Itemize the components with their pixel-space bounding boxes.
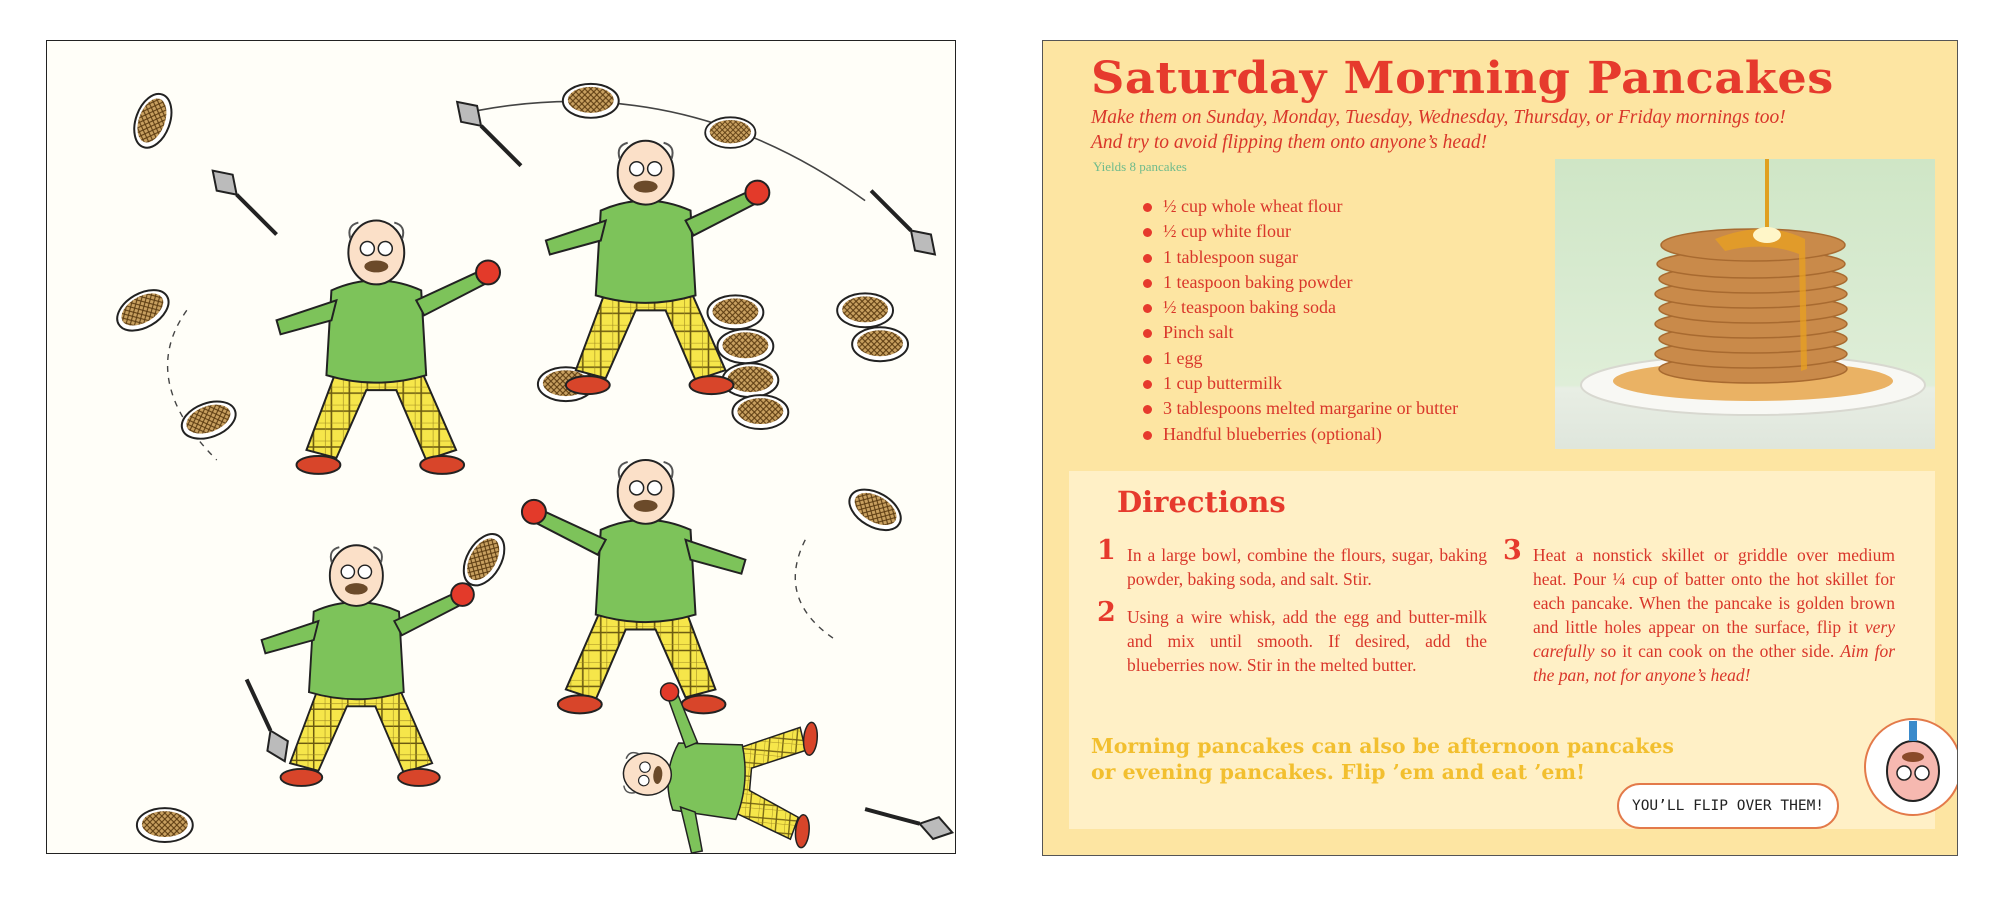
footer-line-2: or evening pancakes. Flip ’em and eat ’em! xyxy=(1091,760,1586,784)
step-text-main: Heat a nonstick skillet or griddle over medium heat. Pour ¼ cup of batter onto the hot skillet for each pancake. When the pancake is golden brown and little holes appear on the surface, flip it xyxy=(1533,545,1895,637)
ingredient-item: 1 teaspoon baking powder xyxy=(1143,272,1458,297)
direction-step-3 xyxy=(1503,535,1896,687)
step-text-final: Aim for the pan, not for anyone’s head! xyxy=(1533,641,1896,685)
yield-label: Yields 8 pancakes xyxy=(1093,159,1187,174)
ingredient-item: 3 tablespoons melted margarine or butter xyxy=(1143,398,1458,423)
recipe-card xyxy=(1042,40,1958,856)
footer-note xyxy=(1091,733,1674,785)
recipe-title: Saturday Morning Pancakes xyxy=(1091,53,1834,104)
ingredient-item: Handful blueberries (optional) xyxy=(1143,424,1458,449)
step-number: 3 xyxy=(1503,535,1522,566)
ingredient-item: ½ cup whole wheat flour xyxy=(1143,196,1458,221)
directions-title: Directions xyxy=(1117,485,1286,519)
step-number: 2 xyxy=(1097,597,1116,628)
step-text xyxy=(1533,543,1895,687)
recipe-subtitle xyxy=(1091,105,1911,155)
direction-step-1 xyxy=(1097,535,1487,591)
subtitle-line-1: Make them on Sunday, Monday, Tuesday, Wednesday, Thursday, or Friday mornings too! xyxy=(1091,107,1786,128)
ingredient-item: ½ cup white flour xyxy=(1143,221,1458,246)
step-text: Using a wire whisk, add the egg and butter-milk and mix until smooth. If desired, add the blueberries now. Stir in the melted butter. xyxy=(1127,607,1487,675)
direction-step-2 xyxy=(1097,597,1487,677)
speech-bubble: YOU’LL FLIP OVER THEM! xyxy=(1617,783,1839,829)
pancake-flipping-illustration xyxy=(46,40,956,854)
ingredient-item: ½ teaspoon baking soda xyxy=(1143,297,1458,322)
ingredient-list xyxy=(1143,196,1458,449)
ingredient-item: 1 tablespoon sugar xyxy=(1143,247,1458,272)
subtitle-line-2: And try to avoid flipping them onto anyone’s head! xyxy=(1091,132,1488,153)
step-text: In a large bowl, combine the flours, sugar, baking powder, baking soda, and salt. Stir. xyxy=(1127,545,1487,589)
pancake-stack-photo xyxy=(1555,159,1935,449)
step-text-after: so it can cook on the other side. xyxy=(1600,641,1835,661)
step-text-emphasis: very carefully xyxy=(1533,617,1896,661)
step-number: 1 xyxy=(1097,535,1116,566)
ingredient-item: 1 cup buttermilk xyxy=(1143,373,1458,398)
ingredient-item: Pinch salt xyxy=(1143,322,1458,347)
upside-down-chef-avatar xyxy=(1863,717,1958,817)
directions-section xyxy=(1069,471,1935,829)
ingredient-item: 1 egg xyxy=(1143,348,1458,373)
cartoon-chefs-flipping-pancakes xyxy=(47,41,955,853)
footer-line-1: Morning pancakes can also be afternoon pancakes xyxy=(1091,734,1674,758)
